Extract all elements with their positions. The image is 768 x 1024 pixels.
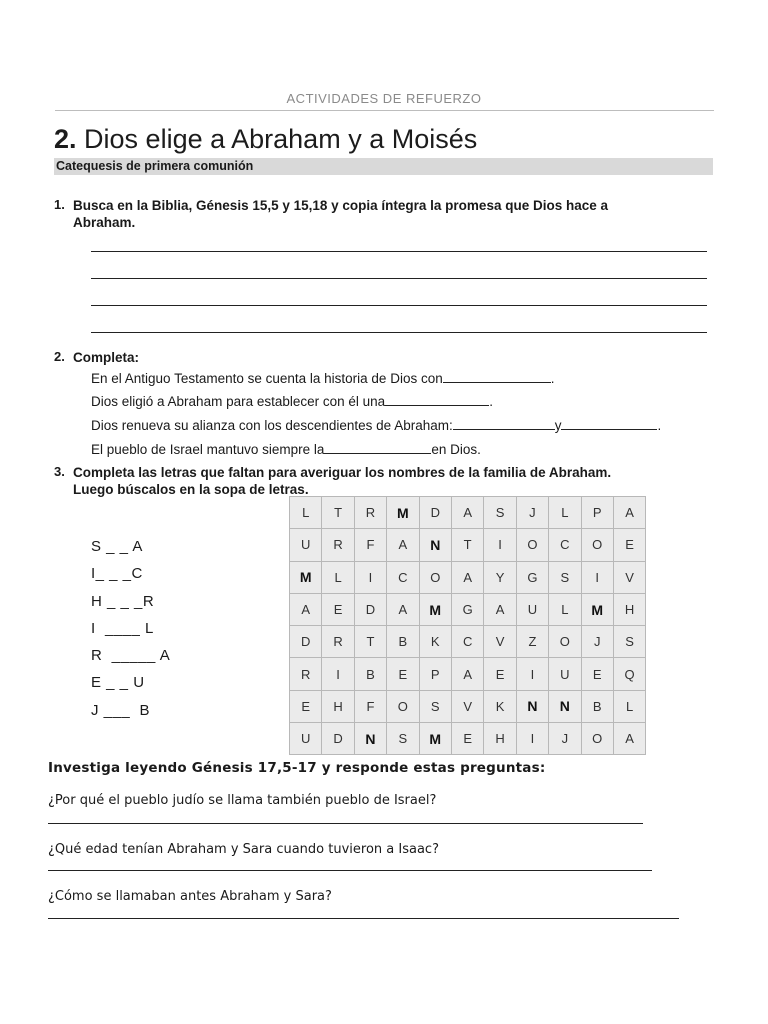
grid-cell[interactable]: A [613,723,645,755]
grid-cell[interactable]: H [613,593,645,625]
grid-cell[interactable]: P [581,497,613,529]
blank-field[interactable] [443,369,551,383]
grid-cell[interactable]: Z [516,626,548,658]
q3-number: 3. [54,464,65,479]
page-title [54,124,477,155]
grid-cell[interactable]: O [581,723,613,755]
grid-cell[interactable]: O [549,626,581,658]
grid-cell[interactable]: E [290,690,322,722]
grid-cell[interactable]: G [516,561,548,593]
q2-line [91,392,493,409]
grid-cell[interactable]: L [613,690,645,722]
q1-text-line2: Abraham. [73,215,136,230]
question-age: ¿Qué edad tenían Abraham y Sara cuando tuvieron a Isaac? [48,842,439,857]
grid-cell[interactable]: L [549,593,581,625]
subtitle: Catequesis de primera comunión [56,159,254,173]
grid-cell[interactable]: C [451,626,483,658]
grid-cell[interactable]: E [581,658,613,690]
grid-cell[interactable]: R [322,529,354,561]
grid-cell[interactable]: D [322,723,354,755]
grid-cell[interactable]: M [419,593,451,625]
section-header: ACTIVIDADES DE REFUERZO [286,91,482,106]
grid-cell[interactable]: I [581,561,613,593]
grid-row [290,497,646,529]
grid-cell[interactable]: N [419,529,451,561]
grid-cell[interactable]: L [549,497,581,529]
q1-answer-line[interactable] [91,332,707,333]
grid-cell[interactable]: E [387,658,419,690]
q2-line2-text: Dios eligió a Abraham para establecer con él una [91,394,386,409]
answer-line[interactable] [48,870,652,871]
grid-cell[interactable]: O [516,529,548,561]
grid-cell[interactable]: U [549,658,581,690]
q1-text-line1: Busca en la Biblia, Génesis 15,5 y 15,18 y copia íntegra la promesa que Dios hace a [73,198,608,213]
grid-cell[interactable]: T [322,497,354,529]
question-israel: ¿Por qué el pueblo judío se llama también pueblo de Israel? [48,793,437,808]
q2-number: 2. [54,349,65,364]
title-text: Dios elige a Abraham y a Moisés [84,124,478,154]
grid-row [290,658,646,690]
grid-cell[interactable]: L [290,497,322,529]
grid-cell[interactable]: I [516,658,548,690]
q2-line3-text: Dios renueva su alianza con los descendientes de Abraham: [91,418,453,433]
clue-sara: S _ _ A [91,538,143,555]
grid-cell[interactable]: N [354,723,386,755]
answer-line[interactable] [48,918,679,919]
grid-cell[interactable]: M [581,593,613,625]
grid-cell[interactable]: T [451,529,483,561]
q3-text [73,464,611,498]
q2-line [91,369,554,386]
grid-cell[interactable]: S [613,626,645,658]
grid-cell[interactable]: E [613,529,645,561]
grid-cell[interactable]: K [419,626,451,658]
clue-rebeca: R _____ A [91,647,171,664]
grid-cell[interactable]: P [419,658,451,690]
q2-line4-end: en Dios. [431,442,481,457]
grid-cell[interactable]: A [387,529,419,561]
q2-heading: Completa: [73,350,140,365]
grid-cell[interactable]: C [549,529,581,561]
q3-text-line2: Luego búscalos en la sopa de letras. [73,482,309,497]
grid-cell[interactable]: V [484,626,516,658]
grid-cell[interactable]: F [354,529,386,561]
q1-answer-line[interactable] [91,251,707,252]
answer-line[interactable] [48,823,643,824]
grid-cell[interactable]: R [290,658,322,690]
grid-cell[interactable]: T [354,626,386,658]
grid-cell[interactable]: I [484,529,516,561]
investiga-heading: Investiga leyendo Génesis 17,5-17 y responde estas preguntas: [48,760,546,776]
grid-cell[interactable]: B [387,626,419,658]
grid-cell[interactable]: V [613,561,645,593]
grid-cell[interactable]: S [387,723,419,755]
grid-cell[interactable]: U [290,723,322,755]
grid-cell[interactable]: E [451,723,483,755]
grid-cell[interactable]: B [354,658,386,690]
grid-cell[interactable]: L [322,561,354,593]
grid-cell[interactable]: J [516,497,548,529]
q2-line3-end: . [657,418,662,433]
grid-cell[interactable]: U [290,529,322,561]
grid-cell[interactable]: J [549,723,581,755]
question-names: ¿Cómo se llamaban antes Abraham y Sara? [48,889,332,904]
clue-ismael: I ____ L [91,620,154,637]
grid-cell[interactable]: I [322,658,354,690]
grid-cell[interactable]: S [419,690,451,722]
grid-cell[interactable]: U [516,593,548,625]
clue-esau: E _ _ U [91,674,145,691]
grid-cell[interactable]: H [484,723,516,755]
q1-text [73,197,608,231]
grid-cell[interactable]: V [451,690,483,722]
grid-cell[interactable]: M [419,723,451,755]
grid-cell[interactable]: M [387,497,419,529]
blank-field[interactable] [324,440,431,454]
grid-cell[interactable]: A [484,593,516,625]
grid-cell[interactable]: N [549,690,581,722]
grid-cell[interactable]: C [387,561,419,593]
q2-line1-end: . [550,371,555,386]
grid-cell[interactable]: A [290,593,322,625]
grid-cell[interactable]: K [484,690,516,722]
grid-row [290,593,646,625]
q2-line3-middle: y [554,418,562,433]
grid-cell[interactable]: E [484,658,516,690]
grid-cell[interactable]: M [290,561,322,593]
title-number: 2. [54,124,77,154]
grid-cell[interactable]: A [387,593,419,625]
grid-cell[interactable]: D [354,593,386,625]
grid-cell[interactable]: N [516,690,548,722]
q2-line2-end: . [489,394,493,409]
q2-line [91,440,481,457]
q1-number: 1. [54,197,65,212]
q1-answer-line[interactable] [91,305,707,306]
q2-line1-text: En el Antiguo Testamento se cuenta la historia de Dios con [91,371,443,386]
grid-row [290,561,646,593]
blank-field[interactable] [385,392,489,406]
grid-cell[interactable]: S [484,497,516,529]
grid-cell[interactable]: A [451,497,483,529]
grid-cell[interactable]: Q [613,658,645,690]
q2-line4-text: El pueblo de Israel mantuvo siempre la [91,442,325,457]
grid-cell[interactable]: A [451,561,483,593]
grid-cell[interactable]: O [581,529,613,561]
grid-row [290,626,646,658]
clue-jacob: J ___ B [91,702,151,719]
grid-cell[interactable]: I [354,561,386,593]
grid-cell[interactable]: I [516,723,548,755]
clue-hagar: H _ _ _R [91,593,155,610]
grid-row [290,529,646,561]
q1-answer-line[interactable] [91,278,707,279]
blank-field[interactable] [561,416,657,430]
grid-cell[interactable]: A [451,658,483,690]
grid-cell[interactable]: O [387,690,419,722]
clue-isaac: I_ _ _C [91,565,143,582]
grid-row [290,690,646,722]
grid-cell[interactable]: F [354,690,386,722]
grid-cell[interactable]: D [290,626,322,658]
word-search-grid [289,496,646,755]
grid-cell[interactable]: R [322,626,354,658]
grid-cell[interactable]: E [322,593,354,625]
grid-cell[interactable]: Y [484,561,516,593]
grid-cell[interactable]: J [581,626,613,658]
grid-cell[interactable]: R [354,497,386,529]
grid-cell[interactable]: A [613,497,645,529]
header-divider [55,110,714,111]
grid-row [290,723,646,755]
grid-cell[interactable]: S [549,561,581,593]
q2-line [91,416,661,433]
grid-cell[interactable]: D [419,497,451,529]
grid-cell[interactable]: O [419,561,451,593]
grid-cell[interactable]: G [451,593,483,625]
grid-cell[interactable]: H [322,690,354,722]
blank-field[interactable] [453,416,555,430]
grid-cell[interactable]: B [581,690,613,722]
q3-text-line1: Completa las letras que faltan para averiguar los nombres de la familia de Abraham. [73,465,612,480]
